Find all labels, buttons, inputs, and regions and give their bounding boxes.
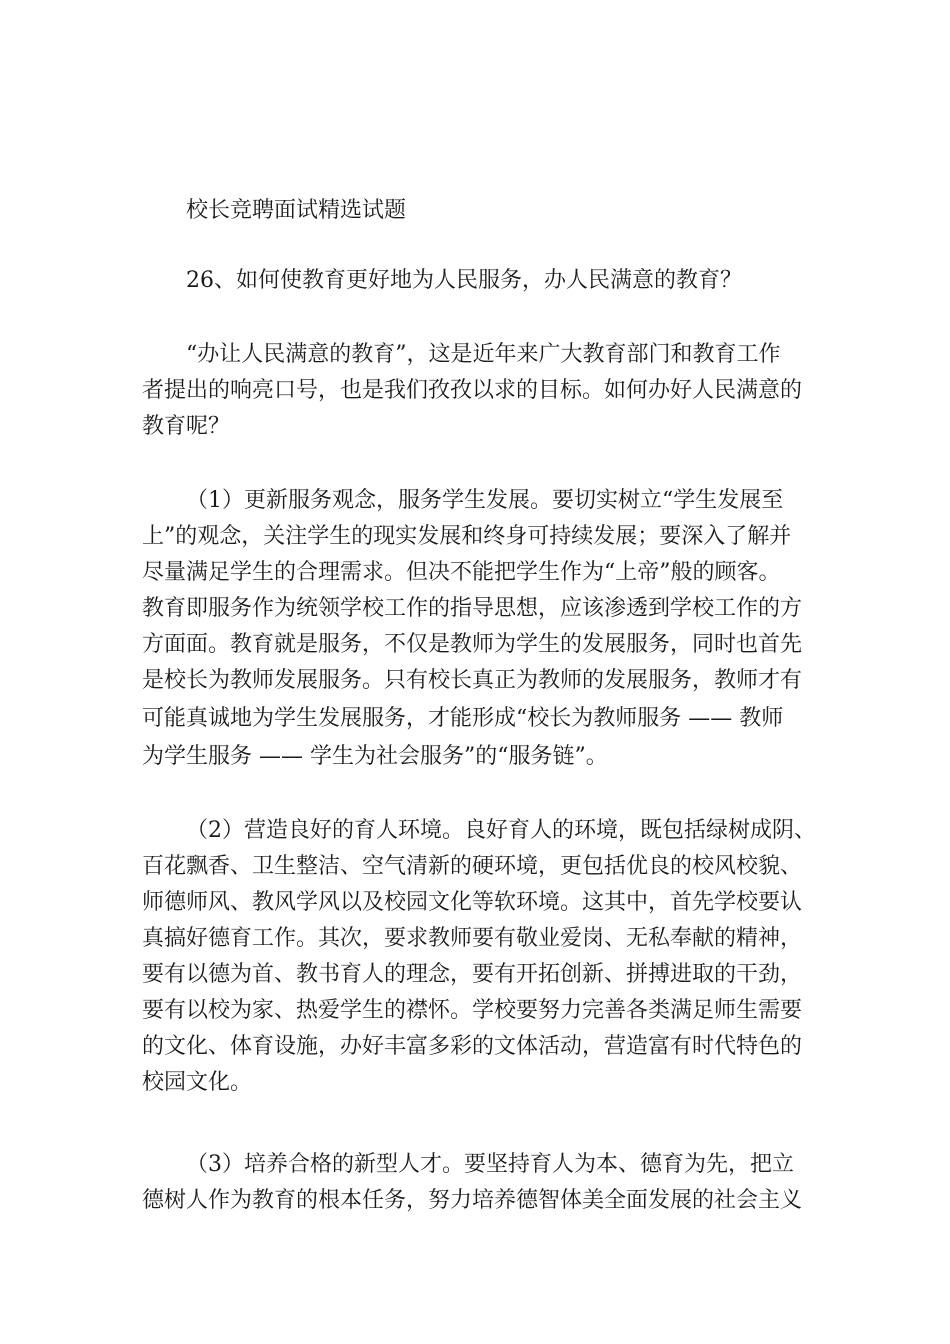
paragraph-line: 德树人作为教育的根本任务，努力培养德智体美全面发展的社会主义 <box>142 1188 803 1213</box>
paragraph-line: 是校长为教师发展服务。只有校长真正为教师的发展服务，教师才有 <box>142 668 803 693</box>
paragraph-line: 要有以校为家、热爱学生的襟怀。学校要努力完善各类满足师生需要 <box>142 998 803 1023</box>
paragraph-line: 上”的观念，关注学生的现实发展和终身可持续发展；要深入了解并 <box>142 524 792 549</box>
paragraph-line: 的文化、体育设施，办好丰富多彩的文体活动，营造富有时代特色的 <box>142 1034 803 1059</box>
paragraph-line: “办让人民满意的教育”，这是近年来广大教育部门和教育工作 <box>186 342 781 367</box>
question-heading: 26、如何使教育更好地为人民服务，办人民满意的教育？ <box>186 268 742 293</box>
paragraph-line: 要有以德为首、教书育人的理念，要有开拓创新、拼搏进取的干劲， <box>142 962 803 987</box>
paragraph-line: 教育即服务作为统领学校工作的指导思想，应该渗透到学校工作的方 <box>142 596 803 621</box>
paragraph-line: 真搞好德育工作。其次，要求教师要有敬业爱岗、无私奉献的精神， <box>142 926 803 951</box>
paragraph-line: 尽量满足学生的合理需求。但决不能把学生作为“上帝”般的顾客。 <box>142 560 781 585</box>
paragraph-line: 可能真诚地为学生发展服务，才能形成“校长为教师服务 —— 教师 <box>142 706 784 731</box>
paragraph-line: 者提出的响亮口号，也是我们孜孜以求的目标。如何办好人民满意的 <box>142 378 803 403</box>
paragraph-line: （3）培养合格的新型人才。要坚持育人为本、德育为先，把立 <box>186 1152 794 1177</box>
paragraph-line: 教育呢？ <box>142 414 231 439</box>
paragraph-line: （1）更新服务观念，服务学生发展。要切实树立“学生发展至 <box>186 488 784 513</box>
paragraph-line: 百花飘香、卫生整洁、空气清新的硬环境，更包括优良的校风校貌、 <box>142 854 803 879</box>
paragraph-line: （2）营造良好的育人环境。良好育人的环境，既包括绿树成阴、 <box>186 818 816 843</box>
paragraph-line: 校园文化。 <box>142 1070 253 1095</box>
paragraph-line: 师德师风、教风学风以及校园文化等软环境。这其中，首先学校要认 <box>142 890 803 915</box>
paragraph-line: 为学生服务 —— 学生为社会服务”的“服务链”。 <box>142 744 608 769</box>
document-title: 校长竞聘面试精选试题 <box>186 198 407 223</box>
paragraph-line: 方面面。教育就是服务，不仅是教师为学生的发展服务，同时也首先 <box>142 632 803 657</box>
